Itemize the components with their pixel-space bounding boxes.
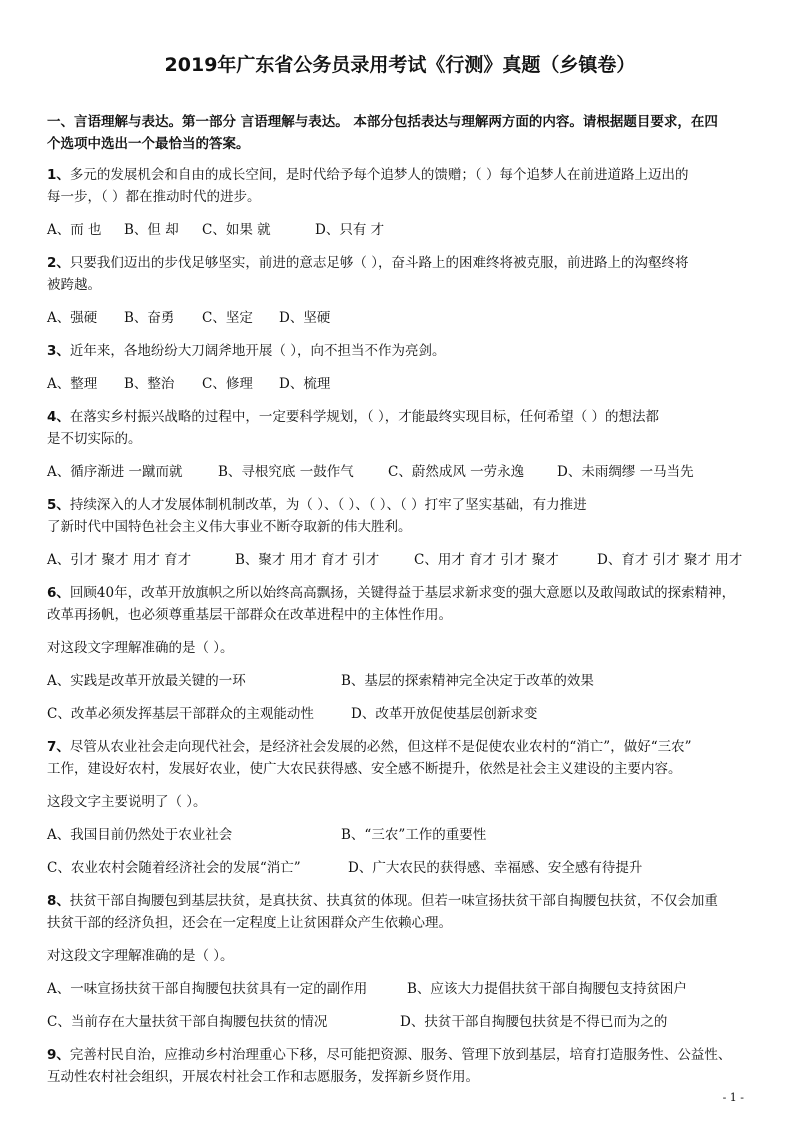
q7-option-b: B、“三农”工作的重要性 bbox=[341, 827, 487, 843]
question-7-line-1 bbox=[47, 738, 692, 756]
question-5-line-1 bbox=[47, 496, 587, 514]
q7-option-d: D、广大农民的获得感、幸福感、安全感有待提升 bbox=[348, 860, 643, 876]
page-number: - 1 - bbox=[722, 1091, 744, 1104]
question-text: 近年来，各地纷纷大刀阔斧地开展（ ），向不担当不作为亮剑。 bbox=[69, 343, 446, 359]
q2-option-c: C、坚定 bbox=[202, 310, 253, 326]
question-4-line-2: 是不切实际的。 bbox=[47, 431, 142, 447]
q4-option-c: C、蔚然成风 一劳永逸 bbox=[388, 464, 525, 480]
question-text: 多元的发展机会和自由的成长空间，是时代给予每个追梦人的馈赠；（ ）每个追梦人在前进道路上迈出的 bbox=[69, 167, 689, 183]
q3-option-a: A、整理 bbox=[47, 376, 98, 392]
question-6-stem: 对这段文字理解准确的是（ ）。 bbox=[47, 640, 234, 656]
question-number: 9、 bbox=[47, 1047, 70, 1063]
question-9-line-1 bbox=[47, 1046, 731, 1064]
q7-option-a: A、我国目前仍然处于农业社会 bbox=[47, 827, 233, 843]
q5-option-a: A、引才 聚才 用才 育才 bbox=[47, 552, 192, 568]
question-4-line-1 bbox=[47, 408, 659, 426]
question-number: 7、 bbox=[47, 739, 70, 755]
q8-option-c: C、当前存在大量扶贫干部自掏腰包扶贫的情况 bbox=[47, 1014, 328, 1030]
question-number: 1、 bbox=[47, 167, 70, 183]
section-header-line-2: 个选项中选出一个最恰当的答案。 bbox=[47, 136, 250, 152]
q1-option-d: D、只有 才 bbox=[315, 222, 385, 238]
question-text: 在落实乡村振兴战略的过程中，一定要科学规划，（ ），才能最终实现目标，任何希望（ ）的想法都 bbox=[69, 409, 659, 425]
q4-option-b: B、寻根究底 一鼓作气 bbox=[218, 464, 354, 480]
q6-option-c: C、改革必须发挥基层干部群众的主观能动性 bbox=[47, 706, 314, 722]
q5-option-b: B、聚才 用才 育才 引才 bbox=[235, 552, 380, 568]
question-7-line-2: 工作，建设好农村，发展好农业，使广大农民获得感、安全感不断提升，依然是社会主义建设的主要内容。 bbox=[47, 761, 682, 777]
q4-option-d: D、未雨绸缪 一马当先 bbox=[557, 464, 694, 480]
q7-option-c: C、农业农村会随着经济社会的发展“消亡” bbox=[47, 860, 301, 876]
question-number: 2、 bbox=[47, 255, 70, 271]
question-text: 完善村民自治，应推动乡村治理重心下移，尽可能把资源、服务、管理下放到基层，培育打造服务性、公益性、 bbox=[69, 1047, 732, 1063]
question-1-line-2: 每一步，（ ）都在推动时代的进步。 bbox=[47, 189, 261, 205]
q6-option-b: B、基层的探索精神完全决定于改革的效果 bbox=[341, 673, 594, 689]
question-8-stem: 对这段文字理解准确的是（ ）。 bbox=[47, 948, 234, 964]
q8-option-a: A、一味宣扬扶贫干部自掏腰包扶贫具有一定的副作用 bbox=[47, 981, 368, 997]
question-text: 回顾40年，改革开放旗帜之所以始终高高飘扬，关键得益于基层求新求变的强大意愿以及敢闯敢试的探索精神， bbox=[69, 585, 736, 601]
q3-option-c: C、修理 bbox=[202, 376, 253, 392]
q4-option-a: A、循序渐进 一蹴而就 bbox=[47, 464, 183, 480]
q2-option-a: A、强硬 bbox=[47, 310, 98, 326]
q8-option-d: D、扶贫干部自掏腰包扶贫是不得已而为之的 bbox=[400, 1014, 668, 1030]
question-text: 扶贫干部自掏腰包到基层扶贫，是真扶贫、扶真贫的体现。但若一味宣扬扶贫干部自掏腰包扶贫，不仅会加重 bbox=[69, 893, 718, 909]
question-1-line-1 bbox=[47, 166, 688, 184]
question-2-line-1 bbox=[47, 254, 688, 272]
question-2-line-2: 被跨越。 bbox=[47, 277, 101, 293]
question-8-line-1 bbox=[47, 892, 718, 910]
q2-option-b: B、奋勇 bbox=[124, 310, 175, 326]
question-text: 只要我们迈出的步伐足够坚实，前进的意志足够（ ），奋斗路上的困难终将被克服，前进路上的沟壑终将 bbox=[69, 255, 689, 271]
question-text: 尽管从农业社会走向现代社会，是经济社会发展的必然，但这样不是促使农业农村的“消亡”，做好“三农” bbox=[69, 739, 692, 755]
q1-option-b: B、但 却 bbox=[124, 222, 179, 238]
question-number: 6、 bbox=[47, 585, 70, 601]
question-9-line-2: 互动性农村社会组织，开展农村社会工作和志愿服务，发挥新乡贤作用。 bbox=[47, 1069, 479, 1085]
question-8-line-2: 扶贫干部的经济负担，还会在一定程度上让贫困群众产生依赖心理。 bbox=[47, 915, 452, 931]
q1-option-a: A、而 也 bbox=[47, 222, 102, 238]
q3-option-b: B、整治 bbox=[124, 376, 175, 392]
q6-option-d: D、改革开放促使基层创新求变 bbox=[351, 706, 538, 722]
question-6-line-1 bbox=[47, 584, 735, 602]
q1-option-c: C、如果 就 bbox=[202, 222, 271, 238]
question-number: 8、 bbox=[47, 893, 70, 909]
q8-option-b: B、应该大力提倡扶贫干部自掏腰包支持贫困户 bbox=[407, 981, 687, 997]
question-7-stem: 这段文字主要说明了（ ）。 bbox=[47, 794, 207, 810]
q2-option-d: D、坚硬 bbox=[279, 310, 331, 326]
question-number: 4、 bbox=[47, 409, 70, 425]
q6-option-a: A、实践是改革开放最关键的一环 bbox=[47, 673, 246, 689]
section-header-line-1: 一、言语理解与表达。第一部分 言语理解与表达。 本部分包括表达与理解两方面的内容。请根据题目要求，在四 bbox=[47, 114, 718, 130]
question-6-line-2: 改革再扬帆，也必须尊重基层干部群众在改革进程中的主体性作用。 bbox=[47, 607, 452, 623]
question-3-line-1 bbox=[47, 342, 445, 360]
page-title: 2019年广东省公务员录用考试《行测》真题（乡镇卷） bbox=[164, 54, 636, 76]
question-number: 5、 bbox=[47, 497, 70, 513]
question-number: 3、 bbox=[47, 343, 70, 359]
q3-option-d: D、梳理 bbox=[279, 376, 331, 392]
q5-option-d: D、育才 引才 聚才 用才 bbox=[597, 552, 743, 568]
question-text: 持续深入的人才发展体制机制改革，为（ ）、（ ）、（ ）、（ ）打牢了坚实基础，有力推进 bbox=[69, 497, 587, 513]
question-5-line-2: 了新时代中国特色社会主义伟大事业不断夺取新的伟大胜利。 bbox=[47, 519, 412, 535]
q5-option-c: C、用才 育才 引才 聚才 bbox=[414, 552, 559, 568]
